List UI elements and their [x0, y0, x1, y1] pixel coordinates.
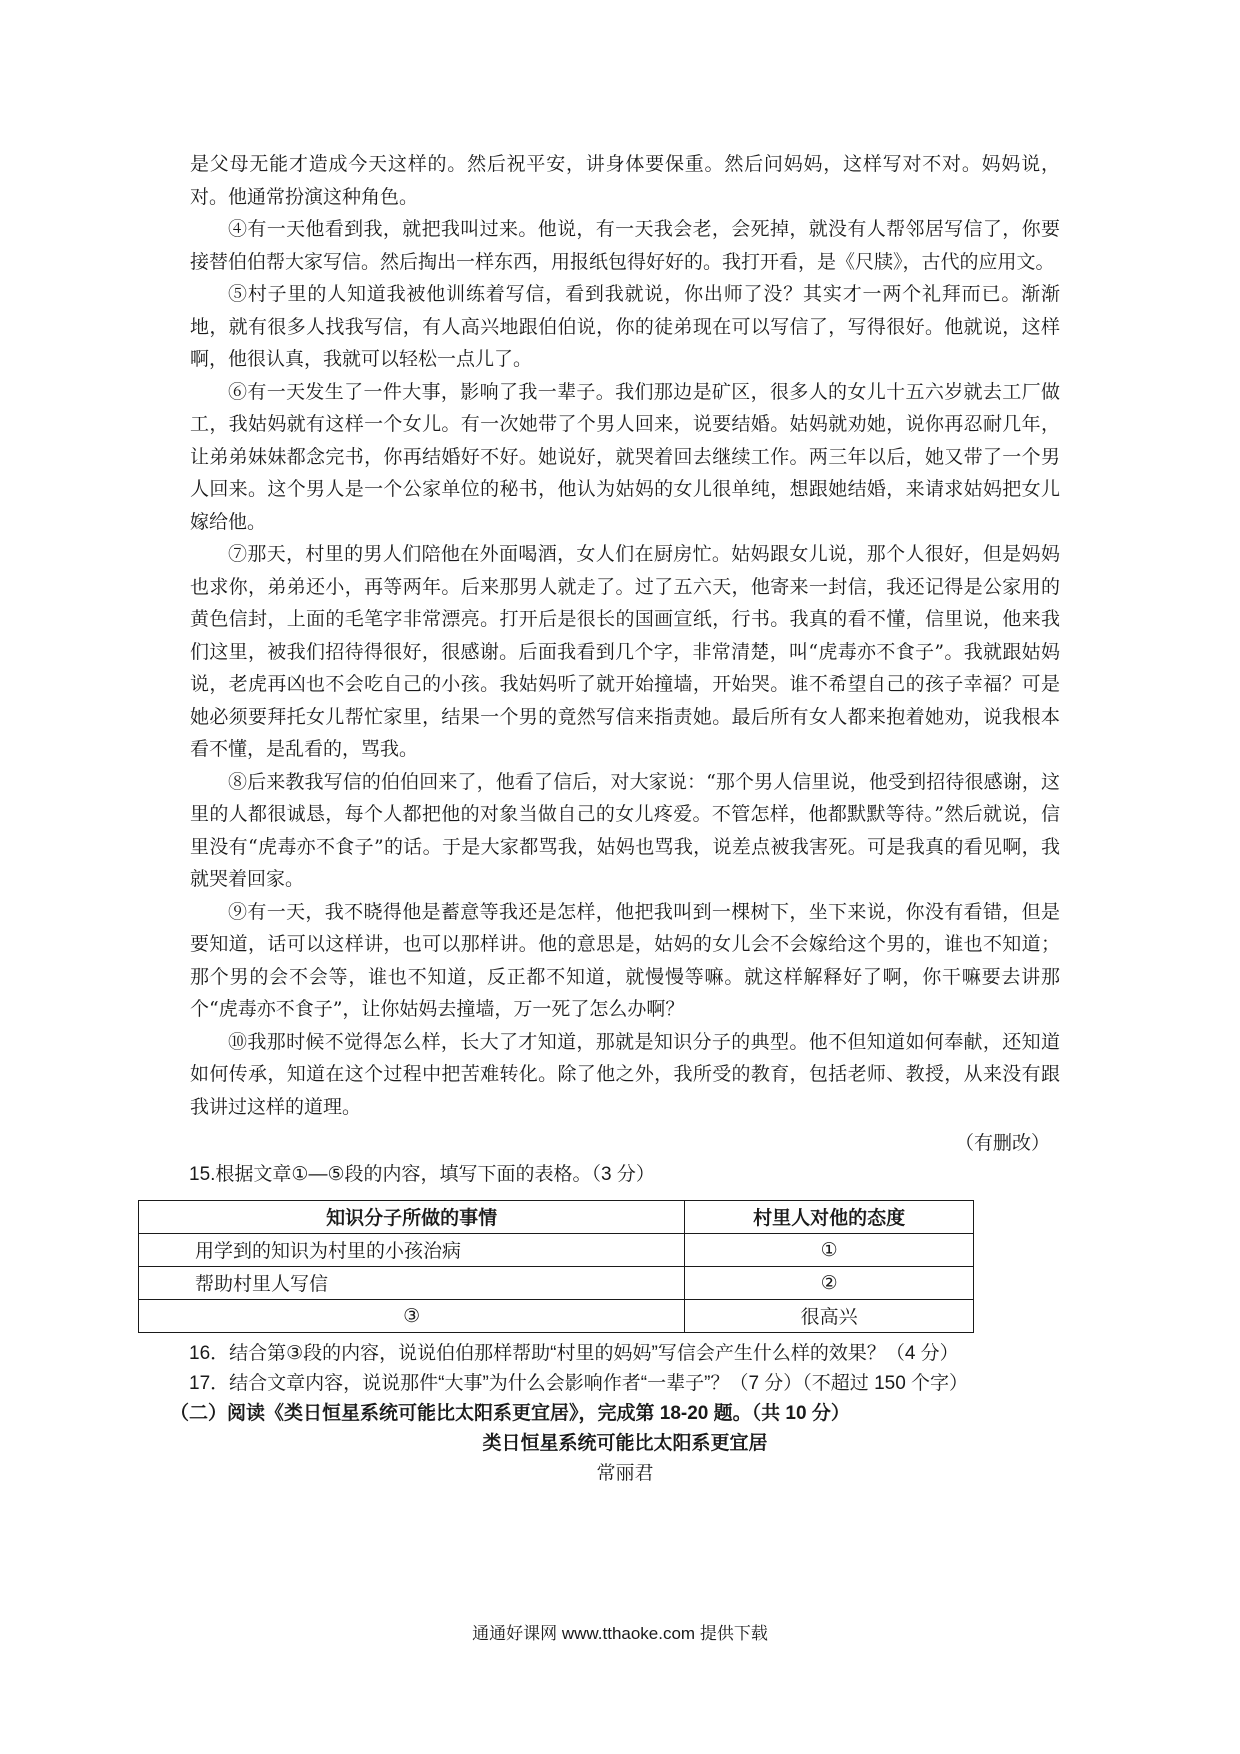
- question-16: 16．结合第③段的内容，说说伯伯那样帮助“村里的妈妈”写信会产生什么样的效果？（4 分）: [189, 1342, 959, 1364]
- paragraph-10: ⑩我那时候不觉得怎么样，长大了才知道，那就是知识分子的典型。他不但知道如何奉献，还知道如何传承，知道在这个过程中把苦难转化。除了他之外，我所受的教育，包括老师、教授，从来没有跟我讲过这样的道理。: [190, 1030, 1060, 1118]
- answer-table: [138, 1200, 974, 1333]
- section-2-title: （二）阅读《类日恒星系统可能比太阳系更宜居》，完成第 18-20 题。（共 10 分）: [170, 1402, 850, 1424]
- question-15: 15.根据文章①—⑤段的内容，填写下面的表格。（3 分）: [189, 1163, 655, 1185]
- table-cell: ①: [685, 1233, 974, 1266]
- table-cell: ③: [139, 1299, 685, 1332]
- source-note: （有删改）: [954, 1132, 1050, 1154]
- table-row: [139, 1266, 974, 1299]
- table-header-cell: 知识分子所做的事情: [139, 1200, 685, 1233]
- paragraph-6: ⑥有一天发生了一件大事，影响了我一辈子。我们那边是矿区，很多人的女儿十五六岁就去工厂做工，我姑妈就有这样一个女儿。有一次她带了个男人回来，说要结婚。姑妈就劝她，说你再忍耐几年，让弟弟妹妹都念完书，你再结婚好不好。她说好，就哭着回去继续工作。两三年以后，她又带了一个男人回来。这个男人是一个公家单位的秘书，他认为姑妈的女儿很单纯，想跟她结婚，来请求姑妈把女儿嫁给他。: [190, 380, 1060, 533]
- paragraph-continuation: 是父母无能才造成今天这样的。然后祝平安，讲身体要保重。然后问妈妈，这样写对不对。妈妈说，对。他通常扮演这种角色。: [190, 153, 1060, 208]
- page-footer: 通通好课网 www.tthaoke.com 提供下载: [472, 1624, 768, 1643]
- page-content: [170, 148, 1060, 1489]
- table-cell: ②: [685, 1266, 974, 1299]
- table-cell: 用学到的知识为村里的小孩治病: [139, 1233, 685, 1266]
- paragraph-7: ⑦那天，村里的男人们陪他在外面喝酒，女人们在厨房忙。姑妈跟女儿说，那个人很好，但是妈妈也求你，弟弟还小，再等两年。后来那男人就走了。过了五六天，他寄来一封信，我还记得是公家用的黄色信封，上面的毛笔字非常漂亮。打开后是很长的国画宣纸，行书。我真的看不懂，信里说，他来我们这里，被我们招待得很好，很感谢。后面我看到几个字，非常清楚，叫“虎毒亦不食子”。我就跟姑妈说，老虎再凶也不会吃自己的小孩。我姑妈听了就开始撞墙，开始哭。谁不希望自己的孩子幸福？可是她必须要拜托女儿帮忙家里，结果一个男的竟然写信来指责她。最后所有女人都来抱着她劝，说我根本看不懂，是乱看的，骂我。: [190, 543, 1060, 760]
- table-row: [139, 1299, 974, 1332]
- table-header-cell: 村里人对他的态度: [685, 1200, 974, 1233]
- article-title: 类日恒星系统可能比太阳系更宜居: [482, 1432, 768, 1454]
- paragraph-4: ④有一天他看到我，就把我叫过来。他说，有一天我会老，会死掉，就没有人帮邻居写信了，你要接替伯伯帮大家写信。然后掏出一样东西，用报纸包得好好的。我打开看，是《尺牍》，古代的应用文。: [190, 218, 1060, 273]
- table-cell: 帮助村里人写信: [139, 1266, 685, 1299]
- table-header-row: [139, 1200, 974, 1233]
- question-17: 17．结合文章内容，说说那件“大事”为什么会影响作者“一辈子”？（7 分）（不超过 150 个字）: [189, 1372, 969, 1394]
- article-author: 常丽君: [596, 1462, 654, 1484]
- table-cell: 很高兴: [685, 1299, 974, 1332]
- table-row: [139, 1233, 974, 1266]
- paragraph-9: ⑨有一天，我不晓得他是蓄意等我还是怎样，他把我叫到一棵树下，坐下来说，你没有看错，但是要知道，话可以这样讲，也可以那样讲。他的意思是，姑妈的女儿会不会嫁给这个男的，谁也不知道；那个男的会不会等，谁也不知道，反正都不知道，就慢慢等嘛。就这样解释好了啊，你干嘛要去讲那个“虎毒亦不食子”，让你姑妈去撞墙，万一死了怎么办啊？: [190, 900, 1060, 1020]
- paragraph-5: ⑤村子里的人知道我被他训练着写信，看到我就说，你出师了没？其实才一两个礼拜而已。渐渐地，就有很多人找我写信，有人高兴地跟伯伯说，你的徒弟现在可以写信了，写得很好。他就说，这样啊，他很认真，我就可以轻松一点儿了。: [190, 283, 1060, 370]
- paragraph-8: ⑧后来教我写信的伯伯回来了，他看了信后，对大家说：“那个男人信里说，他受到招待很感谢，这里的人都很诚恳，每个人都把他的对象当做自己的女儿疼爱。不管怎样，他都默默等待。”然后就说，信里没有“虎毒亦不食子”的话。于是大家都骂我，姑妈也骂我，说差点被我害死。可是我真的看见啊，我就哭着回家。: [190, 770, 1060, 890]
